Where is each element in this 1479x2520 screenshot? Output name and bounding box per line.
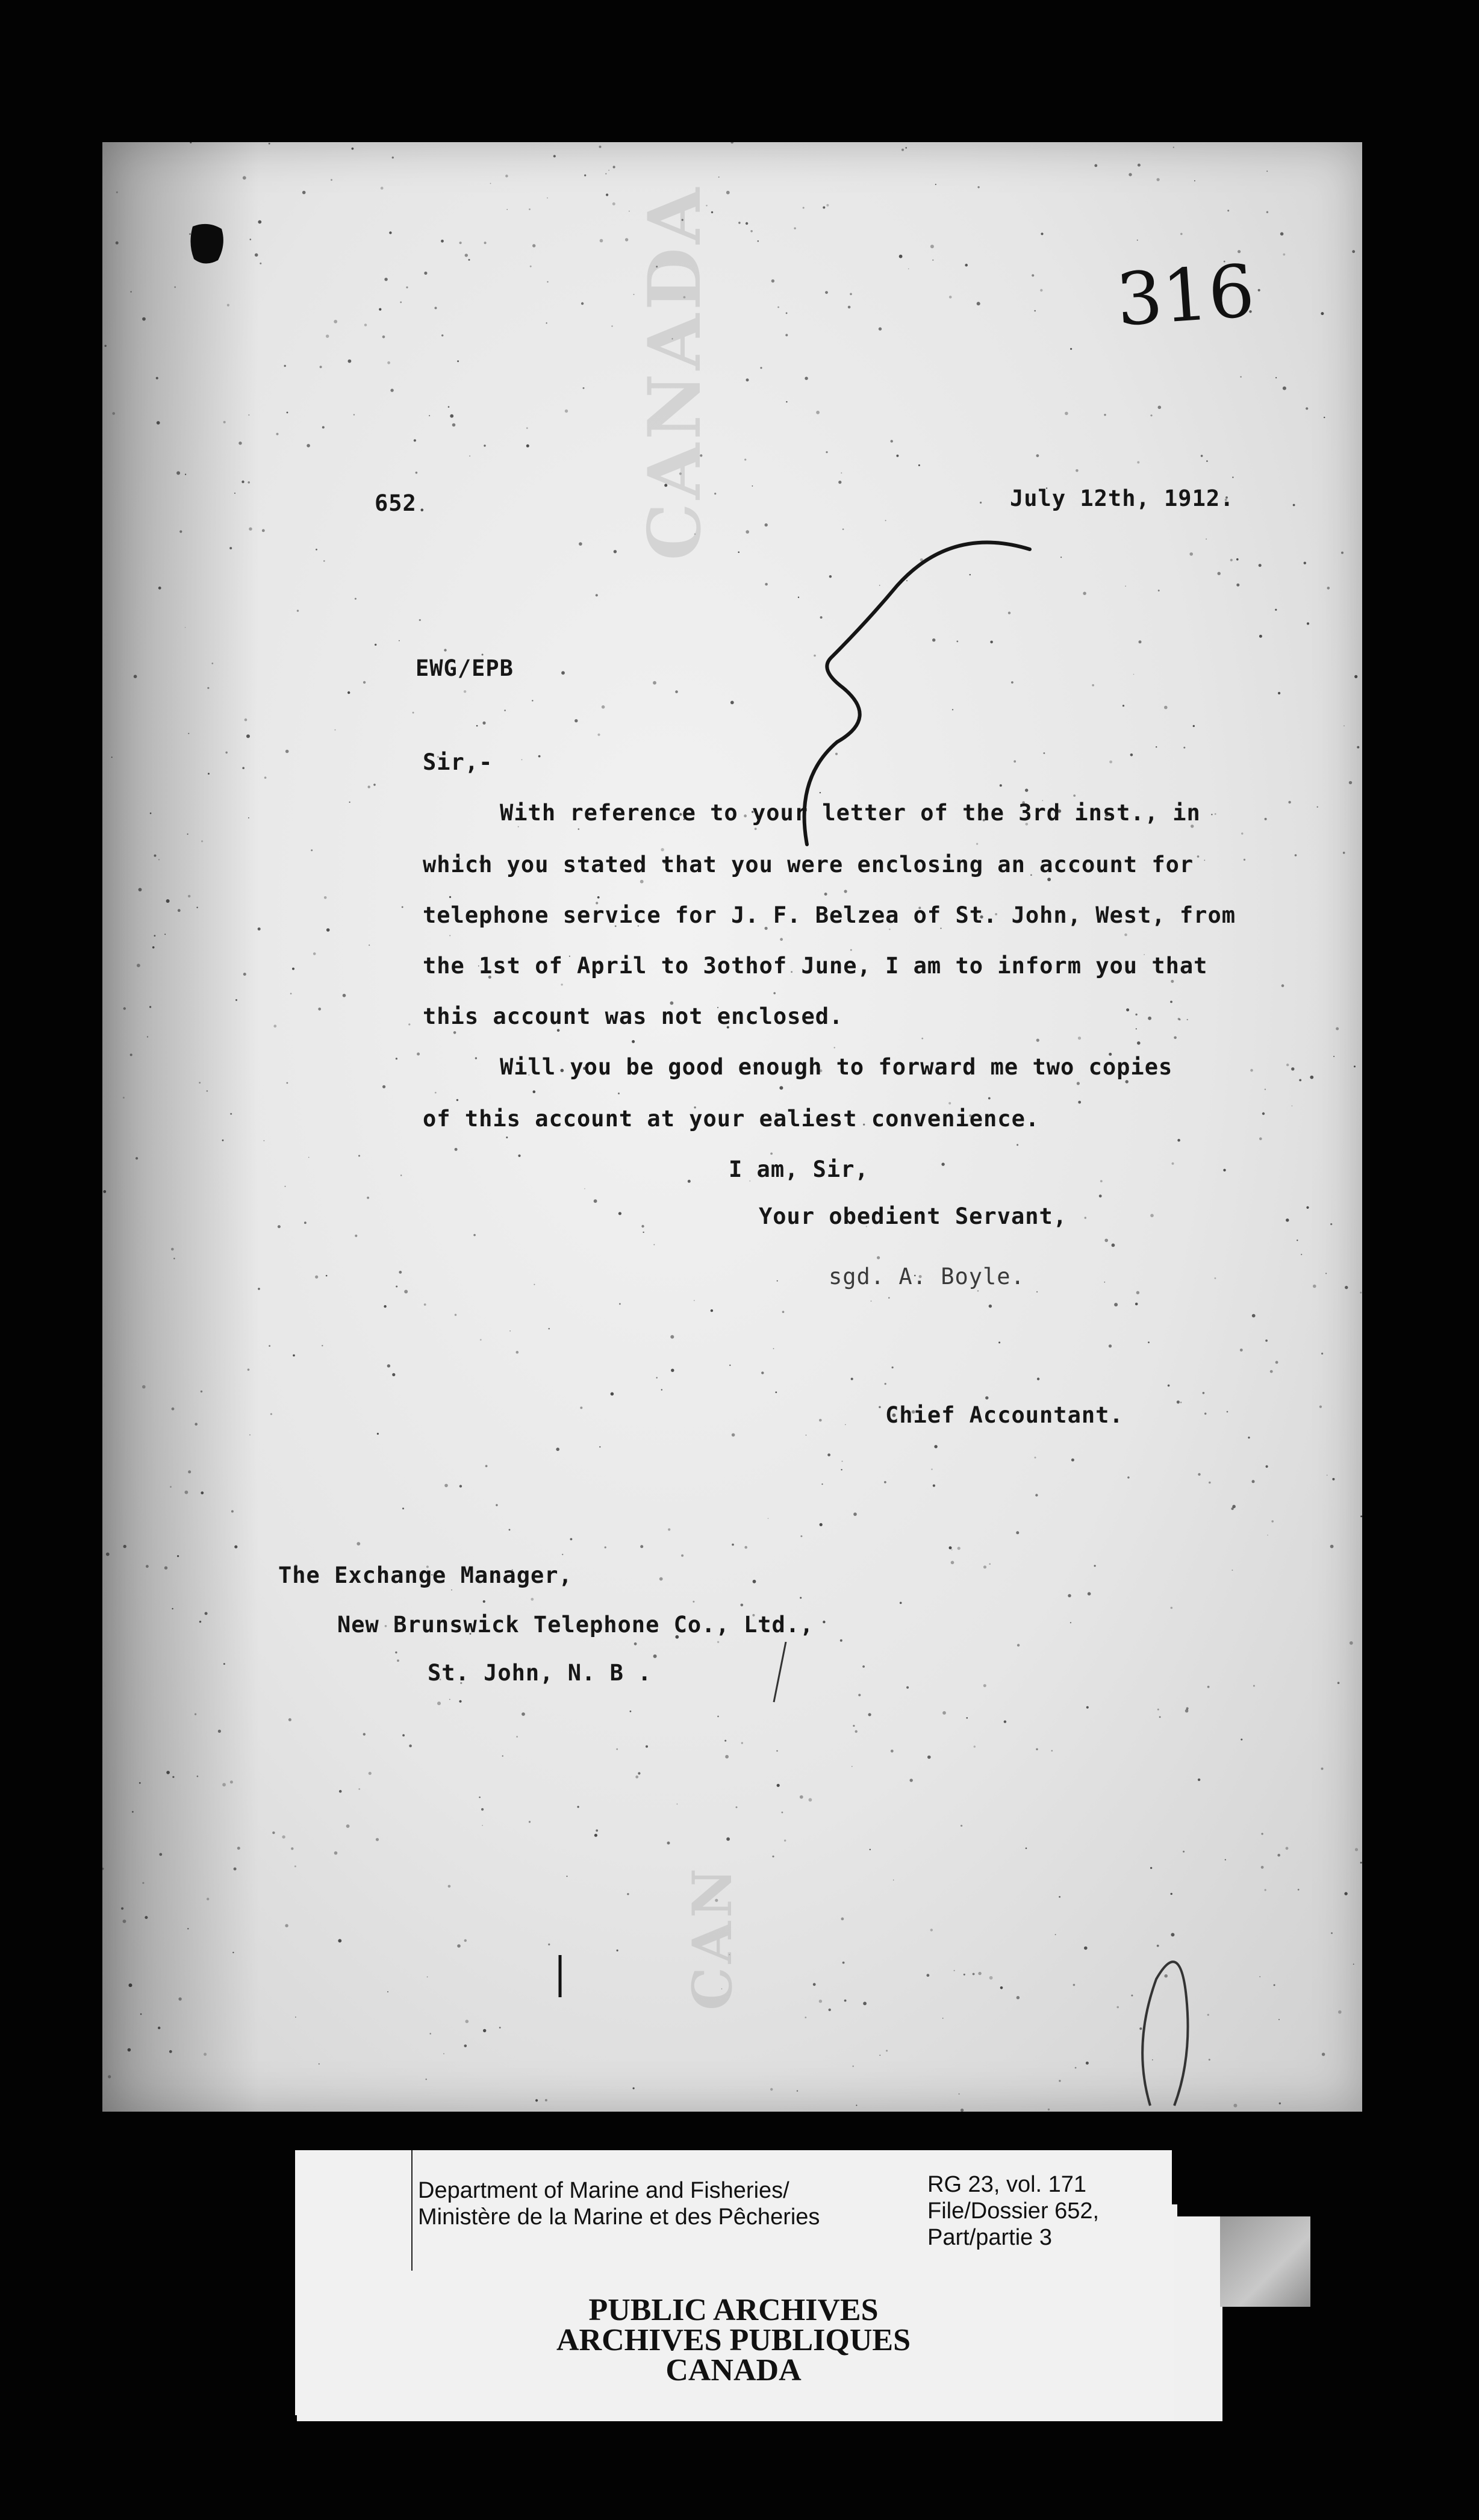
body-line: With reference to your letter of the 3rd inst., in	[500, 800, 1201, 826]
handwritten-folio-number: 316	[1113, 249, 1257, 343]
addressee-line: St. John, N. B .	[428, 1660, 652, 1686]
signature-line: sgd. A. Boyle.	[829, 1264, 1025, 1290]
closing-line: Your obedient Servant,	[759, 1203, 1068, 1229]
department-name-en: Department of Marine and Fisheries/	[418, 2178, 789, 2203]
binder-hole-mark	[187, 220, 229, 269]
signer-title: Chief Accountant.	[885, 1402, 1124, 1428]
archive-label-gray-patch	[1220, 2216, 1310, 2307]
faded-stamp-mark: CANADA	[632, 184, 717, 561]
addressee-line: The Exchange Manager,	[278, 1562, 573, 1588]
pencil-tick-mark	[554, 1955, 566, 2003]
archives-name-fr: ARCHIVES PUBLIQUES	[556, 2323, 911, 2357]
body-line: which you stated that you were enclosing an account for	[423, 852, 1194, 878]
file-number: 652	[375, 490, 417, 516]
letter-sheet	[102, 142, 1362, 2112]
pencil-stroke-mark	[1114, 1925, 1235, 2112]
salutation: Sir,-	[423, 749, 493, 775]
archive-label-divider	[411, 2150, 413, 2271]
faded-stamp-mark-lower: CAN	[680, 1865, 744, 2010]
body-line: the 1st of April to 3othof June, I am to inform you that	[423, 953, 1208, 979]
archives-name-en: PUBLIC ARCHIVES	[588, 2293, 879, 2327]
body-line: Will you be good enough to forward me two copies	[500, 1054, 1173, 1080]
letter-date: July 12th, 1912.	[1010, 485, 1235, 511]
body-line: of this account at your ealiest convenience.	[423, 1106, 1040, 1132]
archive-reference-line: File/Dossier 652,	[927, 2198, 1100, 2224]
addressee-line: New Brunswick Telephone Co., Ltd.,	[337, 1612, 814, 1638]
archive-reference-line: RG 23, vol. 171	[927, 2172, 1087, 2197]
department-name-fr: Ministère de la Marine et des Pêcheries	[418, 2204, 820, 2230]
pencil-slash-mark	[771, 1642, 789, 1708]
body-line: this account was not enclosed.	[423, 1003, 844, 1029]
reference-initials: EWG/EPB	[416, 655, 514, 681]
archive-label-right-tab	[1174, 2216, 1222, 2421]
body-line: telephone service for J. F. Belzea of St. John, West, from	[423, 902, 1236, 928]
closing-line: I am, Sir,	[729, 1156, 869, 1182]
handwritten-mark	[759, 405, 1072, 862]
archive-reference-line: Part/partie 3	[927, 2225, 1052, 2250]
archives-country: CANADA	[665, 2353, 802, 2387]
